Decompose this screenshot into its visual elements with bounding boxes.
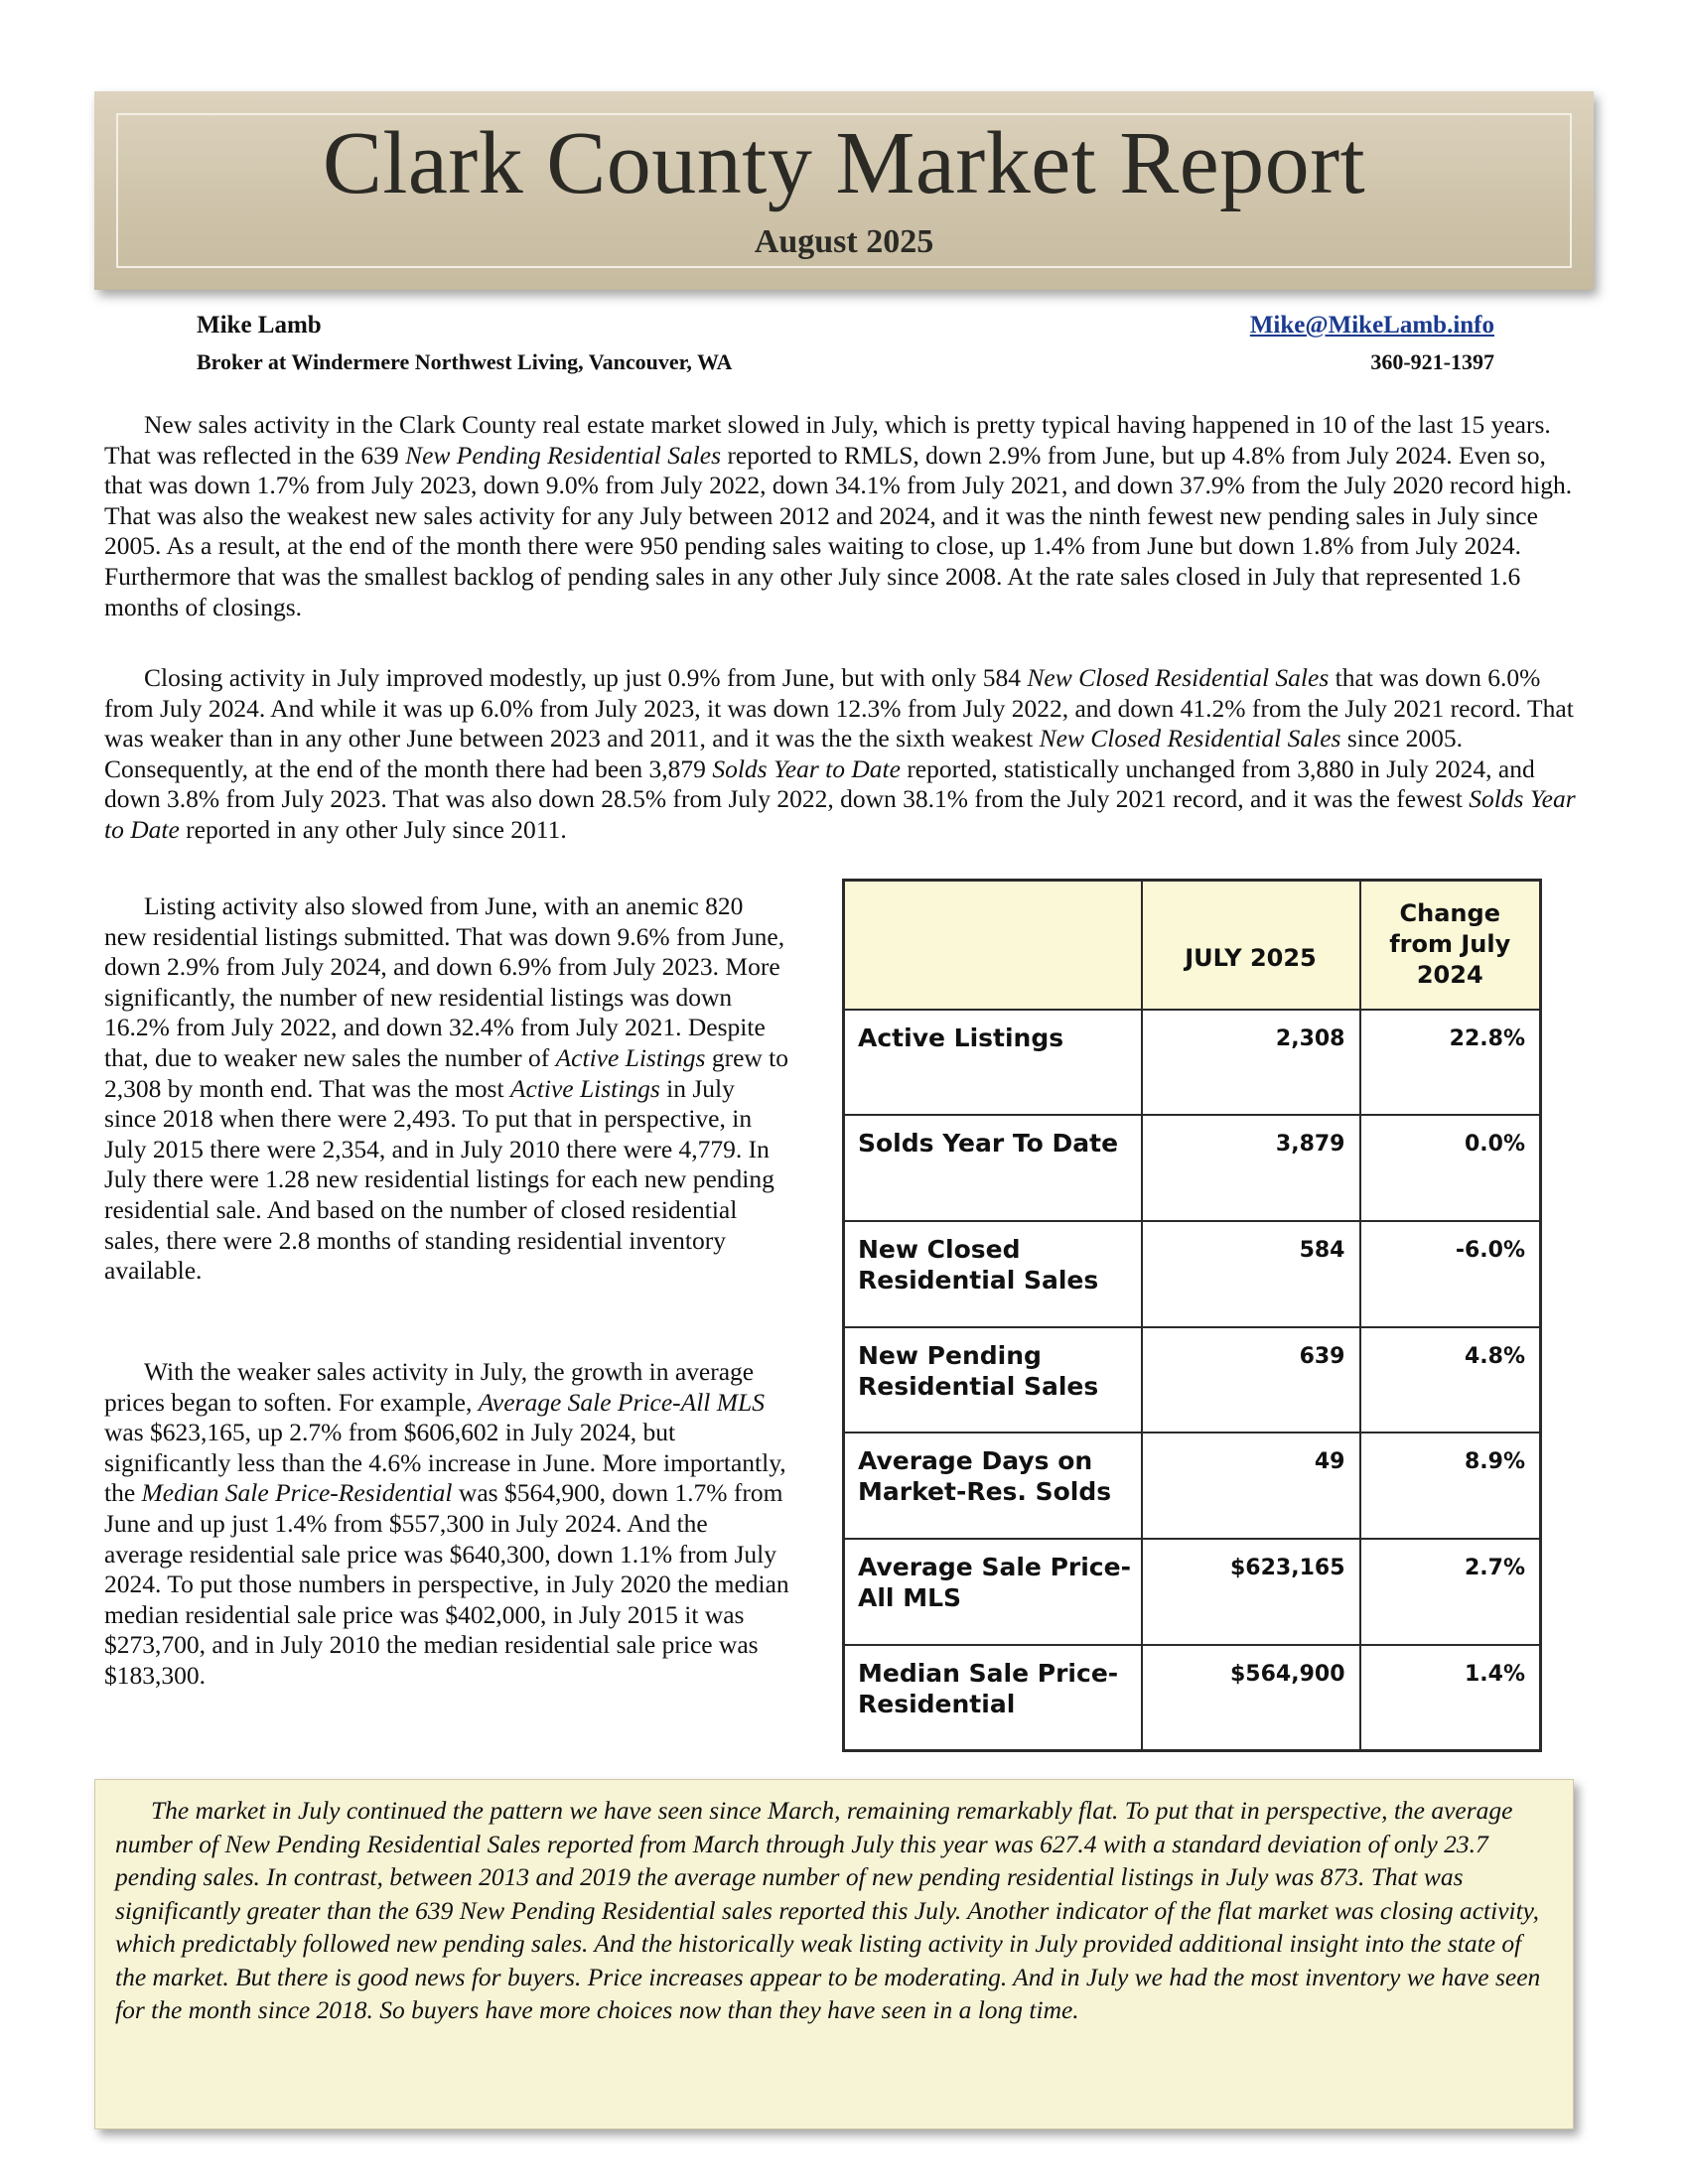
table-row	[844, 1010, 1541, 1116]
metric-value: 49	[1142, 1433, 1360, 1539]
table-row	[844, 1115, 1541, 1221]
metric-value: 639	[1142, 1327, 1360, 1433]
table-row	[844, 1645, 1541, 1751]
paragraph-pending-sales: New sales activity in the Clark County real estate market slowed in July, which is pretty typical having happened in 10 of the last 15 years. That was reflected in the 639 New Pending Residential Sales reported to RMLS, down 2.9% from June, but up 4.8% from July 2024. Even so, that was down 1.7% from July 2023, down 9.0% from July 2022, down 34.1% from July 2021, and down 37.9% from the July 2020 record high. That was also the weakest new sales activity for any July between 2012 and 2024, and it was the ninth fewest new pending sales in July since 2005. As a result, at the end of the month there were 950 pending sales waiting to close, up 1.4% from June but down 1.8% from July 2024. Furthermore that was the smallest backlog of pending sales in any other July since 2008. At the rate sales closed in July that represented 1.6 months of closings.	[104, 410, 1573, 621]
table-row	[844, 1539, 1541, 1645]
table-row	[844, 1433, 1541, 1539]
metric-label: Average Days on Market-Res. Solds	[844, 1433, 1142, 1539]
metric-change: 2.7%	[1360, 1539, 1541, 1645]
summary-callout	[94, 1779, 1574, 2129]
metric-value: $623,165	[1142, 1539, 1360, 1645]
report-date: August 2025	[754, 223, 934, 260]
table-header-change: Change from July 2024	[1360, 881, 1541, 1010]
paragraph-closed-sales: Closing activity in July improved modestly, up just 0.9% from June, but with only 584 New Closed Residential Sales that was down 6.0% from July 2024. And while it was up 6.0% from July 2023, it was down 12.3% from July 2022, and down 41.2% from the July 2021 record. That was weaker than in any other June between 2023 and 2011, and it was the the sixth weakest New Closed Residential Sales since 2005. Consequently, at the end of the month there had been 3,879 Solds Year to Date reported, statistically unchanged from 3,880 in July 2024, and down 3.8% from July 2023. That was also down 28.5% from July 2022, down 38.1% from the July 2021 record, and it was the fewest Solds Year to Date reported in any other July since 2011.	[104, 663, 1576, 844]
metric-change: 0.0%	[1360, 1115, 1541, 1221]
table-header-month: JULY 2025	[1142, 881, 1360, 1010]
metric-change: 1.4%	[1360, 1645, 1541, 1751]
metric-label: New Pending Residential Sales	[844, 1327, 1142, 1433]
metric-change: 8.9%	[1360, 1433, 1541, 1539]
metric-change: 22.8%	[1360, 1010, 1541, 1116]
metric-value: 3,879	[1142, 1115, 1360, 1221]
metric-change: 4.8%	[1360, 1327, 1541, 1433]
report-title: Clark County Market Report	[322, 114, 1366, 212]
metric-label: Average Sale Price- All MLS	[844, 1539, 1142, 1645]
metric-value: 584	[1142, 1221, 1360, 1327]
author-title: Broker at Windermere Northwest Living, Vancouver, WA	[197, 349, 733, 374]
table-header-metric	[844, 881, 1142, 1010]
metric-value: $564,900	[1142, 1645, 1360, 1751]
paragraph-prices: With the weaker sales activity in July, the growth in average prices began to soften. For example, Average Sale Price-All MLS was $623,165, up 2.7% from $606,602 in July 2024, but significantly less than the 4.6% increase in June. More importantly, the Median Sale Price-Residential was $564,900, down 1.7% from June and up just 1.4% from $557,300 in July 2024. And the average residential sale price was $640,300, down 1.1% from July 2024. To put those numbers in perspective, in July 2020 the median median residential sale price was $402,000, in July 2015 it was $273,700, and in July 2010 the median residential sale price was $183,300.	[104, 1357, 789, 1690]
metric-label: Median Sale Price-Residential	[844, 1645, 1142, 1751]
report-banner	[94, 91, 1594, 290]
market-stats-table	[842, 879, 1542, 1752]
author-phone: 360-921-1397	[1370, 349, 1494, 374]
table-row	[844, 1221, 1541, 1327]
summary-text: The market in July continued the pattern we have seen since March, remaining remarkably flat. To put that in perspective, the average number of New Pending Residential Sales reported from March through July this year was 627.4 with a standard deviation of only 23.7 pending sales. In contrast, between 2013 and 2019 the average number of new pending residential listings in July was 873. That was significantly greater than the 639 New Pending Residential sales reported this July. Another indicator of the flat market was closing activity, which predictably followed new pending sales. And the historically weak listing activity in July provided additional insight into the state of the market. But there is good news for buyers. Price increases appear to be moderating. And in July we had the most inventory we have seen for the month since 2018. So buyers have more choices now than they have seen in a long time.	[115, 1796, 1541, 2024]
paragraph-listings: Listing activity also slowed from June, with an anemic 820 new residential listings submitted. That was down 9.6% from June, down 2.9% from July 2024, and down 6.9% from July 2023. More significantly, the number of new residential listings was down 16.2% from July 2022, and down 32.4% from July 2021. Despite that, due to weaker new sales the number of Active Listings grew to 2,308 by month end. That was the most Active Listings in July since 2018 when there were 2,493. To put that in perspective, in July 2015 there were 2,354, and in July 2010 there were 4,779. In July there were 1.28 new residential listings for each new pending residential sale. And based on the number of closed residential sales, there were 2.8 months of standing residential inventory available.	[104, 891, 789, 1286]
table-row	[844, 1327, 1541, 1433]
author-email-link[interactable]: Mike@MikeLamb.info	[1249, 312, 1494, 339]
author-name: Mike Lamb	[197, 312, 322, 339]
metric-value: 2,308	[1142, 1010, 1360, 1116]
table-header-row	[844, 881, 1541, 1010]
metric-label: Solds Year To Date	[844, 1115, 1142, 1221]
metric-change: -6.0%	[1360, 1221, 1541, 1327]
metric-label: Active Listings	[844, 1010, 1142, 1116]
metric-label: New Closed Residential Sales	[844, 1221, 1142, 1327]
